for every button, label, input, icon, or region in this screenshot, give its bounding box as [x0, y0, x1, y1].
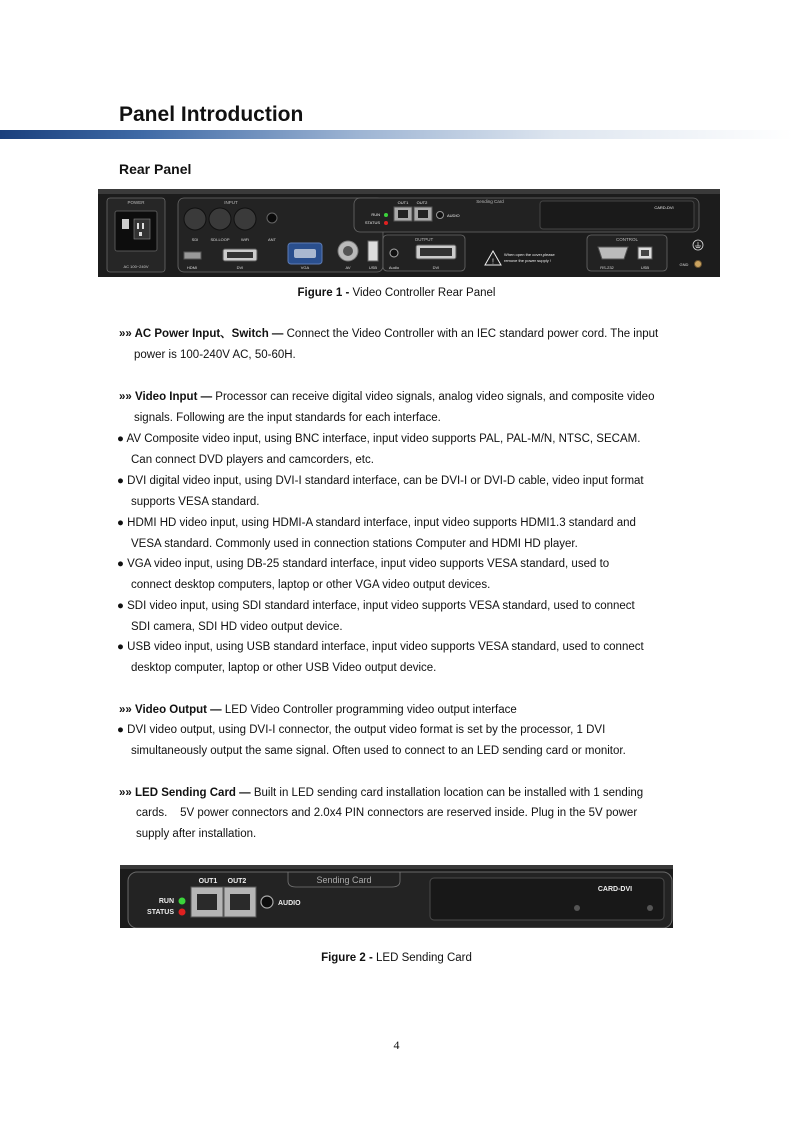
- bullet-dvi-line2: supports VESA standard.: [131, 496, 260, 508]
- video-output-lead: Video Output —: [135, 704, 225, 716]
- usb-b-socket-icon: [641, 250, 649, 256]
- ac-power-line1: Connect the Video Controller with an IEC standard power cord. The input: [286, 328, 659, 340]
- card-run-led-icon: [179, 898, 186, 905]
- wifi-label: WiFi: [241, 237, 249, 242]
- title-gradient-bar: [0, 130, 793, 139]
- run-label: RUN: [371, 212, 380, 217]
- video-input-line1: Processor can receive digital video signals, analog video signals, and composite video: [215, 391, 655, 403]
- bullet-sdi-line2: SDI camera, SDI HD video output device.: [131, 621, 343, 633]
- pin-icon: [139, 232, 142, 236]
- figure2-caption: [0, 952, 793, 964]
- card-out2-label: OUT2: [227, 878, 247, 885]
- page-title: Panel Introduction: [119, 103, 304, 126]
- jack-icon: [230, 894, 250, 910]
- gnd-label: GND: [679, 262, 689, 267]
- wifi-connector-icon: [234, 208, 256, 230]
- hdmi-label: HDMI: [186, 265, 198, 270]
- card-audio-label: AUDIO: [278, 900, 301, 907]
- bullet-dvi-output-line1: ● DVI video output, using DVI-I connector, the output video format is set by the processor, 1 DVI: [117, 724, 606, 736]
- out2-label: OUT2: [416, 200, 428, 205]
- video-input-line2: signals. Following are the input standards for each interface.: [134, 412, 441, 424]
- out-audio-label: Audio: [388, 265, 400, 270]
- control-label: CONTROL: [615, 237, 639, 242]
- bullet-dvi-line1: ● DVI digital video input, using DVI-I standard interface, can be DVI-I or DVI-D cable, video input format: [117, 475, 644, 487]
- status-label: STATUS: [364, 220, 380, 225]
- figure1-caption-text: Video Controller Rear Panel: [352, 287, 496, 299]
- sending-card-label: Sending Card: [476, 199, 504, 204]
- audio-out-jack-icon: [390, 249, 398, 257]
- page-number: 4: [393, 1038, 400, 1052]
- card-panel-top-edge: [120, 865, 673, 869]
- video-input-marker: »»: [119, 391, 135, 403]
- card-audio-jack-icon: [261, 896, 273, 908]
- figure1-caption: [0, 287, 793, 299]
- bullet-sdi-line1: ● SDI video input, using SDI standard interface, input video supports VESA standard, used to connect: [117, 600, 635, 612]
- sending-card-paragraph: [119, 783, 679, 804]
- sending-card-marker: »»: [119, 787, 135, 799]
- control-usb-label: USB: [640, 265, 650, 270]
- screw-icon: [647, 905, 653, 911]
- jack-icon: [418, 210, 428, 218]
- ac-power-marker: »»: [119, 328, 135, 340]
- sdi-label: SDI: [191, 237, 199, 242]
- dvi-label: DVI: [236, 265, 244, 270]
- hdmi-port-icon: [184, 252, 201, 259]
- warning-text-line2: remove the power supply !: [504, 258, 551, 263]
- figure1-caption-prefix: Figure 1 -: [297, 287, 353, 299]
- bnc-core-icon: [343, 246, 353, 256]
- input-label: INPUT: [224, 200, 238, 205]
- rs232-port-icon: [598, 247, 628, 259]
- ac-power-line2: power is 100-240V AC, 50-60H.: [134, 349, 296, 361]
- bullet-hdmi-line2: VESA standard. Commonly used in connection stations Computer and HDMI HD player.: [131, 538, 578, 550]
- warning-mark-icon: !: [492, 258, 494, 266]
- ant-label: ANT: [268, 237, 276, 242]
- card-dvi-slot-label: CARD-DVI: [597, 886, 633, 893]
- sdi-connector-icon: [184, 208, 206, 230]
- av-label: AV: [345, 265, 351, 270]
- card-sending-card-label: Sending Card: [316, 875, 372, 885]
- gnd-terminal-icon: [695, 261, 702, 268]
- pin-icon: [142, 223, 144, 229]
- usb-input-port-icon: [368, 241, 378, 261]
- video-input-lead: Video Input —: [135, 391, 216, 403]
- input-block: [178, 198, 383, 272]
- vga-pins-icon: [294, 249, 316, 258]
- card-dvi-label: CARD-DVI: [654, 205, 674, 210]
- bullet-usb-line2: desktop computer, laptop or other USB Video output device.: [131, 662, 437, 674]
- voltage-label: AC 100~240V: [123, 264, 149, 269]
- card-out1-label: OUT1: [198, 878, 218, 885]
- power-label: POWER: [127, 200, 145, 205]
- out-dvi-label: DVI: [432, 265, 440, 270]
- dvi-pins-icon: [420, 248, 452, 256]
- status-led-icon: [384, 221, 388, 225]
- sending-card-line1: Built in LED sending card installation location can be installed with 1 sending: [253, 787, 644, 799]
- section-subtitle: Rear Panel: [119, 161, 192, 177]
- bullet-vga-line2: connect desktop computers, laptop or other VGA video output devices.: [131, 579, 491, 591]
- out1-label: OUT1: [397, 200, 409, 205]
- sdi-loop-label: SDI-LOOP: [210, 237, 230, 242]
- bullet-hdmi-line1: ● HDMI HD video input, using HDMI-A standard interface, input video supports HDMI1.3 standard and: [117, 517, 636, 529]
- run-led-icon: [384, 213, 388, 217]
- pin-icon: [137, 223, 139, 229]
- video-output-line1: LED Video Controller programming video output interface: [224, 704, 517, 716]
- sending-card-line3: supply after installation.: [136, 828, 257, 840]
- rear-panel-figure: [98, 189, 720, 277]
- usb-label: USB: [368, 265, 378, 270]
- card-status-label: STATUS: [147, 909, 174, 916]
- output-label: OUTPUT: [414, 237, 434, 242]
- ac-power-paragraph: [119, 324, 679, 345]
- video-input-paragraph: [119, 387, 679, 408]
- sending-card-figure: [120, 865, 673, 928]
- bullet-dvi-output-line2: simultaneously output the same signal. Often used to connect to an LED sending card or monitor.: [131, 745, 626, 757]
- card-status-led-icon: [179, 909, 186, 916]
- vga-label: VGA: [300, 265, 310, 270]
- screw-icon: [574, 905, 580, 911]
- jack-icon: [398, 210, 408, 218]
- sending-card-line2: cards. 5V power connectors and 2.0x4 PIN connectors are reserved inside. Plug in the 5V power: [136, 807, 638, 819]
- bullet-av-line1: ● AV Composite video input, using BNC interface, input video supports PAL, PAL-M/N, NTSC, SECAM.: [117, 433, 641, 445]
- audio-label: AUDIO: [447, 213, 460, 218]
- sending-card-lead: LED Sending Card —: [135, 787, 254, 799]
- dvi-pins-icon: [227, 252, 253, 258]
- bullet-vga-line1: ● VGA video input, using DB-25 standard interface, input video supports VESA standard, used to: [117, 558, 610, 570]
- card-run-label: RUN: [158, 898, 174, 905]
- figure2-caption-text: LED Sending Card: [376, 952, 472, 964]
- ant-connector-icon: [267, 213, 277, 223]
- jack-icon: [197, 894, 217, 910]
- video-output-paragraph: [119, 700, 679, 721]
- card-dvi-slot-cover: [430, 878, 664, 920]
- bullet-av-line2: Can connect DVD players and camcorders, etc.: [131, 454, 374, 466]
- bullet-usb-line1: ● USB video input, using USB standard interface, input video supports VESA standard, used to connect: [117, 641, 644, 653]
- audio-jack-icon: [437, 212, 444, 219]
- figure2-caption-prefix: Figure 2 -: [321, 952, 377, 964]
- fuse-icon: [122, 219, 129, 229]
- ac-power-lead: AC Power Input、Switch —: [134, 328, 287, 340]
- video-output-marker: »»: [119, 704, 135, 716]
- rs232-label: RS-232: [600, 265, 614, 270]
- panel-top-edge: [98, 189, 720, 194]
- warning-text-line1: When open the cover,please: [504, 252, 555, 257]
- sdi-loop-connector-icon: [209, 208, 231, 230]
